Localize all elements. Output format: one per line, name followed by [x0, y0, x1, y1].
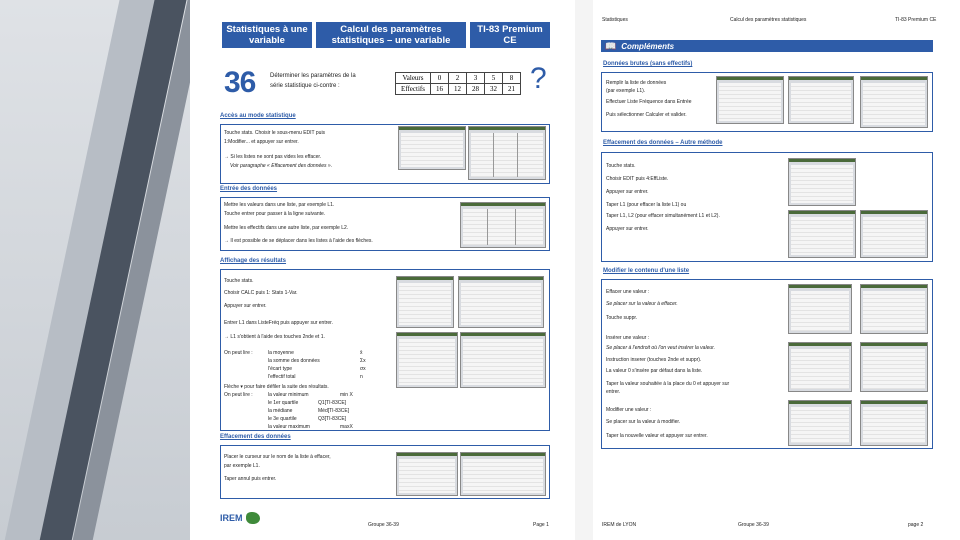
calculator-screenshot	[788, 158, 856, 206]
body-text: → Il est possible de se déplacer dans les listes à l'aide des flèches.	[224, 238, 373, 244]
decorative-background	[0, 0, 190, 540]
body-text: Appuyer sur entrer.	[606, 226, 649, 232]
footer-group: Groupe 36-39	[368, 522, 399, 528]
complements-title: Compléments	[621, 41, 675, 51]
table-cell: 21	[502, 84, 520, 95]
body-text: Se placer à l'endroit où l'on veut insérer la valeur.	[606, 345, 716, 351]
stat-symbol: Q1[TI-83CE]	[318, 400, 347, 406]
body-text: Se placer sur la valeur à effacer.	[606, 301, 678, 307]
body-text: → Si les listes ne sont pas vides les effacer.	[224, 154, 322, 160]
body-text: Modifier une valeur :	[606, 407, 652, 413]
table-cell: 0	[430, 73, 448, 84]
stat-symbol: maxX	[340, 424, 353, 430]
lion-icon	[246, 512, 260, 524]
body-text: Placer le curseur sur le nom de la liste à effacer,	[224, 454, 331, 460]
table-row-effectifs	[396, 84, 521, 95]
page2-header-mid: Calcul des paramètres statistiques	[730, 17, 807, 23]
complements-banner	[601, 40, 933, 52]
body-text: le 3e quartile	[268, 416, 297, 422]
calculator-screenshot	[458, 276, 544, 328]
calculator-screenshot	[860, 76, 928, 128]
body-text: Mettre les effectifs dans une autre liste, par exemple L2.	[224, 225, 349, 231]
table-cell: 8	[502, 73, 520, 84]
section-heading-results: Affichage des résultats	[220, 258, 287, 264]
body-text: la valeur maximum	[268, 424, 310, 430]
calculator-screenshot	[460, 332, 546, 388]
body-text: Remplir la liste de données	[606, 80, 667, 86]
book-icon: 📖	[605, 40, 617, 51]
exercise-text-2: série statistique ci-contre :	[270, 83, 340, 89]
body-text: Se placer sur la valeur à modifier.	[606, 419, 681, 425]
calculator-screenshot	[788, 400, 852, 446]
body-text: le 1er quartile	[268, 400, 299, 406]
calculator-screenshot	[460, 202, 546, 248]
page-separator	[575, 0, 593, 540]
body-text: la somme des données	[268, 358, 320, 364]
body-text: → L1 s'obtient à l'aide des touches 2nde et 1.	[224, 334, 325, 340]
section-heading-delete-other: Effacement des données – Autre méthode	[603, 140, 723, 146]
exercise-number: 36	[224, 66, 256, 99]
calculator-screenshot	[860, 284, 928, 334]
body-text: l'écart type	[268, 366, 293, 372]
stat-symbol: Q3[TI-83CE]	[318, 416, 347, 422]
footer-page: page 2	[908, 522, 924, 528]
body-text: Taper L1 (pour effacer la liste L1) ou	[606, 202, 687, 208]
calculator-screenshot	[860, 342, 928, 392]
table-cell: 32	[484, 84, 502, 95]
calculator-screenshot	[788, 76, 854, 124]
header-cell-title: Calcul des paramètres statistiques – une variable	[316, 22, 466, 48]
body-text: Choisir CALC puis 1: Stats 1-Var.	[224, 290, 298, 296]
body-text: Taper la nouvelle valeur et appuyer sur entrer.	[606, 433, 708, 439]
body-text: Effacer une valeur :	[606, 289, 650, 295]
table-cell: 12	[448, 84, 466, 95]
section-heading-raw-data: Données brutes (sans effectifs)	[603, 61, 693, 67]
body-text: Voir paragraphe « Effacement des données ».	[230, 163, 333, 169]
body-text: On peut lire :	[224, 350, 253, 356]
section-heading-delete: Effacement des données	[220, 434, 291, 440]
calculator-screenshot	[788, 342, 852, 392]
calculator-screenshot	[468, 126, 546, 180]
table-cell: 5	[484, 73, 502, 84]
body-text: Taper la valeur souhaitée à la place du 0 et appuyer sur	[606, 381, 730, 387]
body-text: par exemple L1.	[224, 463, 260, 469]
body-text: La valeur 0 s'insère par défaut dans la liste.	[606, 368, 703, 374]
body-text: l'effectif total	[268, 374, 296, 380]
body-text: Entrer L1 dans ListeFréq puis appuyer sur entrer.	[224, 320, 333, 326]
calculator-screenshot	[396, 276, 454, 328]
calculator-screenshot	[788, 284, 852, 334]
body-text: Taper L1, L2 (pour effacer simultanément L1 et L2).	[606, 213, 720, 219]
calculator-screenshot	[396, 452, 458, 496]
body-text: Touche stats.	[606, 163, 636, 169]
calculator-screenshot	[716, 76, 784, 124]
stat-symbol: Méd[TI-83CE]	[318, 408, 350, 414]
exercise-table	[395, 72, 521, 95]
body-text: Flèche ▾ pour faire défiler la suite des résultats.	[224, 384, 329, 390]
calculator-screenshot	[460, 452, 546, 496]
footer-page: Page 1	[533, 522, 549, 528]
exercise-text-1: Déterminer les paramètres de la	[270, 73, 356, 79]
body-text: entrer.	[606, 389, 621, 395]
irem-logo	[220, 512, 260, 524]
stat-symbol: x̄	[360, 350, 363, 356]
body-text: (par exemple L1).	[606, 88, 646, 94]
table-cell: 28	[466, 84, 484, 95]
body-text: la médiane	[268, 408, 293, 414]
body-text: la moyenne	[268, 350, 294, 356]
page2-header-right: TI-83 Premium CE	[895, 17, 937, 23]
body-text: Insérer une valeur :	[606, 335, 650, 341]
body-text: la valeur minimum	[268, 392, 309, 398]
section-heading-access: Accès au mode statistique	[220, 113, 296, 119]
table-cell: 2	[448, 73, 466, 84]
table-cell: 16	[430, 84, 448, 95]
section-heading-entry: Entrée des données	[220, 186, 278, 192]
page2-header-left: Statistiques	[602, 17, 628, 23]
logo-text: IREM	[220, 513, 243, 523]
stat-symbol: min X	[340, 392, 353, 398]
body-text: Puis sélectionner Calculer et valider.	[606, 112, 687, 118]
question-mark: ?	[530, 62, 547, 95]
calculator-screenshot	[860, 210, 928, 258]
body-text: On peut lire :	[224, 392, 253, 398]
stat-symbol: Σx	[360, 358, 366, 364]
body-text: Touche suppr.	[606, 315, 638, 321]
body-text: Appuyer sur entrer.	[606, 189, 649, 195]
body-text: Appuyer sur entrer.	[224, 303, 267, 309]
body-text: Touche entrer pour passer à la ligne suivante.	[224, 211, 326, 217]
body-text: Touche stats. Choisir le sous-menu EDIT puis	[224, 130, 326, 136]
body-text: Effectuer Liste Fréquence dans Entrée	[606, 99, 692, 105]
body-text: Instruction inserer (touches 2nde et suppr).	[606, 357, 702, 363]
table-cell: 3	[466, 73, 484, 84]
stat-symbol: σx	[360, 366, 366, 372]
body-text: Mettre les valeurs dans une liste, par exemple L1.	[224, 202, 335, 208]
table-row-values	[396, 73, 521, 84]
header-cell-topic: Statistiques à une variable	[222, 22, 312, 48]
footer-left: IREM de LYON	[602, 522, 637, 528]
calculator-screenshot	[396, 332, 458, 388]
table-cell: Valeurs	[396, 73, 431, 84]
section-heading-modify: Modifier le contenu d'une liste	[603, 268, 690, 274]
calculator-screenshot	[788, 210, 856, 258]
body-text: Choisir EDIT puis 4:EffListe.	[606, 176, 669, 182]
footer-group: Groupe 36-39	[738, 522, 769, 528]
body-text: Taper annul puis entrer.	[224, 476, 277, 482]
header-cell-calculator: TI-83 Premium CE	[470, 22, 550, 48]
calculator-screenshot	[860, 400, 928, 446]
body-text: Touche stats.	[224, 278, 254, 284]
table-cell: Effectifs	[396, 84, 431, 95]
calculator-screenshot	[398, 126, 466, 170]
body-text: 1:Modifier... et appuyer sur entrer.	[224, 139, 299, 145]
stat-symbol: n	[360, 374, 363, 380]
